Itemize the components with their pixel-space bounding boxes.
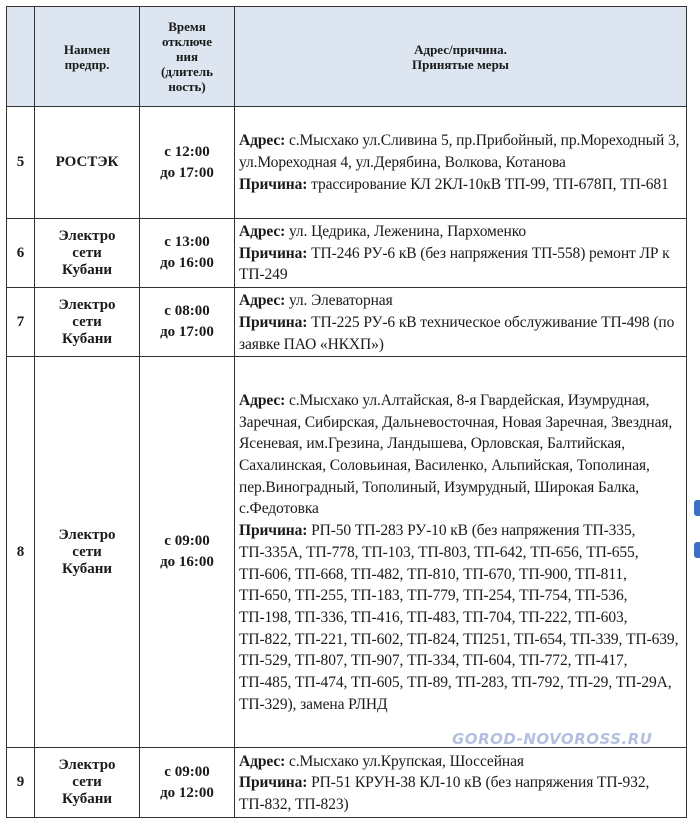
time-line: до 12:00: [160, 784, 214, 801]
organization-line: сети: [72, 543, 102, 560]
time-line: с 09:00: [164, 533, 210, 550]
organization-line: Кубани: [61, 791, 113, 808]
reason-label: Причина:: [239, 244, 308, 262]
organization-line: Электро: [58, 296, 116, 313]
table-row: [7, 107, 687, 219]
organization-line: Кубани: [61, 330, 113, 347]
time-line: до 17:00: [160, 324, 214, 341]
row-time: [140, 357, 235, 748]
organization-line: Кубани: [61, 261, 113, 278]
table-row: [7, 288, 687, 357]
table-row: [7, 219, 687, 288]
row-address-reason: [235, 748, 687, 818]
reason-label: Причина:: [239, 522, 308, 540]
table-row: [7, 357, 687, 748]
table-header-row: [7, 7, 687, 107]
row-number: 9: [7, 748, 35, 818]
row-time: [140, 219, 235, 288]
address-label: Адрес:: [239, 391, 286, 409]
header-time: [140, 7, 235, 107]
side-tab-icon[interactable]: [694, 542, 700, 558]
organization-line: Кубани: [61, 560, 113, 577]
address-label: Адрес:: [239, 132, 286, 150]
reason-text: трассирование КЛ 2КЛ-10кВ ТП-99, ТП-678П, ТП-681: [307, 175, 669, 193]
time-line: до 17:00: [160, 164, 214, 181]
row-number: 8: [7, 357, 35, 748]
header-name: [35, 7, 140, 107]
organization-line: сети: [72, 244, 102, 261]
reason-text: РП-51 КРУН-38 КЛ-10 кВ (без напряжения ТП-932, ТП-832, ТП-823): [239, 774, 650, 814]
organization-line: Электро: [58, 227, 116, 244]
reason-label: Причина:: [239, 175, 308, 193]
reason-text: РП-50 ТП-283 РУ-10 кВ (без напряжения ТП-335, ТП-335А, ТП-778, ТП-103, ТП-803, ТП-642, ТП-656, ТП-655, ТП-606, ТП-668, ТП-482, ТП-810, ТП-670, ТП-900, ТП-811, ТП-650, ТП-255, ТП-183, ТП-779, ТП-254, ТП-754, ТП-536, ТП-198, ТП-336, ТП-416, ТП-483, ТП-704, ТП-222, ТП-603, ТП-822, ТП-221, ТП-602, ТП-824, ТП251, ТП-654, ТП-339, ТП-639, ТП-529, ТП-807, ТП-907, ТП-334, ТП-604, ТП-772, ТП-417, ТП-485, ТП-474, ТП-605, ТП-89, ТП-283, ТП-792, ТП-29, ТП-29А, ТП-329), замена РЛНД: [239, 522, 679, 713]
row-organization: [35, 357, 140, 748]
header-address: [235, 7, 687, 107]
time-line: с 09:00: [164, 763, 210, 780]
row-number: 7: [7, 288, 35, 357]
side-tab-icon[interactable]: [694, 500, 700, 516]
reason-label: Причина:: [239, 313, 308, 331]
organization-line: Электро: [58, 757, 116, 774]
row-time: [140, 288, 235, 357]
row-address-reason: [235, 288, 687, 357]
row-number: 5: [7, 107, 35, 219]
row-organization: [35, 107, 140, 219]
outage-table: [6, 6, 687, 818]
header-name-text: Наимен предпр.: [63, 41, 111, 72]
organization-line: Электро: [58, 526, 116, 543]
organization-line: сети: [72, 774, 102, 791]
address-text: ул. Элеваторная: [285, 292, 393, 310]
header-time-text: Время отключе ния (длитель ность): [160, 19, 213, 94]
address-label: Адрес:: [239, 292, 286, 310]
row-time: [140, 107, 235, 219]
address-text: с.Мысхако ул.Алтайская, 8-я Гвардейская, Изумрудная, Заречная, Сибирская, Дальневосточная, Новая Заречная, Звездная, Ясеневая, им.Грезина, Ландышева, Орловская, Балтийская, Сахалинская, Соловьиная, Василенко, Альпийская, Тополиная, пер.Виноградный, Тополиный, Изумрудный, Широкая Балка, с.Федотовка: [239, 391, 673, 518]
table-row: [7, 748, 687, 818]
row-number: 6: [7, 219, 35, 288]
watermark: GOROD-NOVOROSS.RU: [452, 730, 653, 748]
row-address-reason: [235, 357, 687, 748]
header-address-text: Адрес/причина. Принятые меры: [412, 41, 509, 72]
reason-text: ТП-246 РУ-6 кВ (без напряжения ТП-558) ремонт ЛР к ТП-249: [239, 244, 670, 284]
header-num: [7, 7, 35, 107]
time-line: до 16:00: [160, 554, 214, 571]
time-line: с 13:00: [164, 234, 210, 251]
time-line: с 08:00: [164, 303, 210, 320]
address-text: с.Мысхако ул.Сливина 5, пр.Прибойный, пр.Мореходный 3, ул.Мореходная 4, ул.Дерябина, Волкова, Котанова: [239, 132, 680, 172]
address-text: ул. Цедрика, Леженина, Пархоменко: [285, 223, 527, 240]
organization-line: РОСТЭК: [55, 154, 119, 170]
reason-label: Причина:: [239, 774, 308, 792]
row-organization: [35, 219, 140, 288]
row-time: [140, 748, 235, 818]
time-line: до 16:00: [160, 255, 214, 272]
row-address-reason: [235, 219, 687, 288]
reason-text: ТП-225 РУ-6 кВ техническое обслуживание ТП-498 (по заявке ПАО «НКХП»): [239, 313, 675, 353]
time-line: с 12:00: [164, 143, 210, 160]
address-label: Адрес:: [239, 223, 286, 240]
row-organization: [35, 288, 140, 357]
row-address-reason: [235, 107, 687, 219]
row-organization: [35, 748, 140, 818]
address-text: с.Мысхако ул.Крупская, Шоссейная: [285, 752, 524, 770]
organization-line: сети: [72, 313, 102, 330]
address-label: Адрес:: [239, 752, 286, 770]
